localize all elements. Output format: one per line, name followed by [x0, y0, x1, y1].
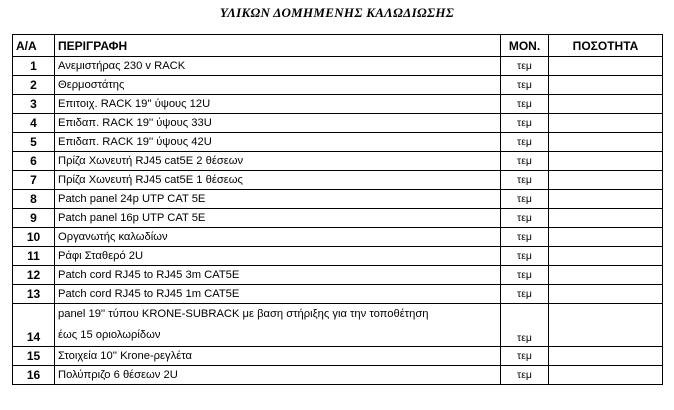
row-number: 16: [13, 366, 55, 385]
row-unit: τεμ: [501, 152, 549, 171]
row-description-line: έως 15 οριολωρίδων: [58, 329, 161, 341]
table-row: [13, 95, 663, 114]
row-quantity: [549, 76, 663, 95]
row-unit: τεμ: [501, 347, 549, 366]
table-row: [13, 209, 663, 228]
row-description: [55, 304, 501, 347]
row-number: 8: [13, 190, 55, 209]
row-unit: τεμ: [501, 76, 549, 95]
table-row: [13, 266, 663, 285]
table-row: [13, 228, 663, 247]
row-unit: τεμ: [501, 95, 549, 114]
row-number: 3: [13, 95, 55, 114]
row-unit: τεμ: [501, 366, 549, 385]
table-row: [13, 76, 663, 95]
row-unit: τεμ: [501, 57, 549, 76]
row-number: 5: [13, 133, 55, 152]
row-description: Ράφι Σταθερό 2U: [55, 247, 501, 266]
row-number: 15: [13, 347, 55, 366]
row-description: Οργανωτής καλωδίων: [55, 228, 501, 247]
table-row: [13, 133, 663, 152]
row-number: 4: [13, 114, 55, 133]
table-header-row: [13, 35, 663, 57]
row-unit: τεμ: [501, 114, 549, 133]
row-unit: τεμ: [501, 133, 549, 152]
row-quantity: [549, 209, 663, 228]
row-unit: τεμ: [501, 209, 549, 228]
row-number: 9: [13, 209, 55, 228]
row-number: 2: [13, 76, 55, 95]
row-unit: τεμ: [501, 285, 549, 304]
row-quantity: [549, 304, 663, 347]
row-unit: τεμ: [501, 266, 549, 285]
row-number: 6: [13, 152, 55, 171]
row-description: Επιδαπ. RACK 19'' ύψους 33U: [55, 114, 501, 133]
row-number: 10: [13, 228, 55, 247]
row-description: Επιδαπ. RACK 19'' ύψους 42U: [55, 133, 501, 152]
row-quantity: [549, 190, 663, 209]
row-description-line: panel 19'' τύπου KRONE-SUBRACK με βαση στήριξης για την τοποθέτηση: [58, 308, 429, 320]
row-description: Patch panel 16p UTP CAT 5E: [55, 209, 501, 228]
row-quantity: [549, 347, 663, 366]
row-description: Στοιχεία 10'' Krone-ρεγλέτα: [55, 347, 501, 366]
table-row: [13, 347, 663, 366]
row-unit: τεμ: [501, 228, 549, 247]
row-description: Πρίζα Χωνευτή RJ45 cat5E 2 θέσεων: [55, 152, 501, 171]
row-number: 7: [13, 171, 55, 190]
row-unit: τεμ: [501, 304, 549, 347]
column-header-description: ΠΕΡΙΓΡΑΦΗ: [55, 35, 501, 57]
column-header-aa: Α/Α: [13, 35, 55, 57]
table-row: [13, 285, 663, 304]
row-description: Patch cord RJ45 to RJ45 3m CAT5E: [55, 266, 501, 285]
row-quantity: [549, 95, 663, 114]
table-row: [13, 171, 663, 190]
row-number: 13: [13, 285, 55, 304]
row-number: 12: [13, 266, 55, 285]
table-row: [13, 152, 663, 171]
row-unit: τεμ: [501, 190, 549, 209]
row-unit: τεμ: [501, 247, 549, 266]
row-quantity: [549, 133, 663, 152]
document-title: ΥΛΙΚΩΝ ΔΟΜΗΜΕΝΗΣ ΚΑΛΩΔΙΩΣΗΣ: [219, 5, 455, 20]
row-quantity: [549, 114, 663, 133]
table-row: [13, 57, 663, 76]
row-description: Πρίζα Χωνευτή RJ45 cat5E 1 θέσεως: [55, 171, 501, 190]
row-quantity: [549, 266, 663, 285]
table-row: [13, 304, 663, 347]
row-description: Πολύπριζο 6 θέσεων 2U: [55, 366, 501, 385]
row-quantity: [549, 152, 663, 171]
row-quantity: [549, 57, 663, 76]
row-description: Ανεμιστήρας 230 v RACK: [55, 57, 501, 76]
table-row: [13, 190, 663, 209]
row-quantity: [549, 171, 663, 190]
row-quantity: [549, 228, 663, 247]
table-row: [13, 366, 663, 385]
column-header-unit: ΜΟΝ.: [501, 35, 549, 57]
row-description: Θερμοστάτης: [55, 76, 501, 95]
table-row: [13, 114, 663, 133]
materials-table: [12, 34, 663, 385]
row-description: Patch cord RJ45 to RJ45 1m CAT5E: [55, 285, 501, 304]
row-number: 1: [13, 57, 55, 76]
row-quantity: [549, 366, 663, 385]
row-unit: τεμ: [501, 171, 549, 190]
row-description: Επιτοιχ. RACK 19'' ύψους 12U: [55, 95, 501, 114]
row-number: 14: [13, 304, 55, 347]
column-header-quantity: ΠΟΣΟΤΗΤΑ: [549, 35, 663, 57]
row-quantity: [549, 247, 663, 266]
row-description: Patch panel 24p UTP CAT 5E: [55, 190, 501, 209]
row-quantity: [549, 285, 663, 304]
row-number: 11: [13, 247, 55, 266]
table-row: [13, 247, 663, 266]
